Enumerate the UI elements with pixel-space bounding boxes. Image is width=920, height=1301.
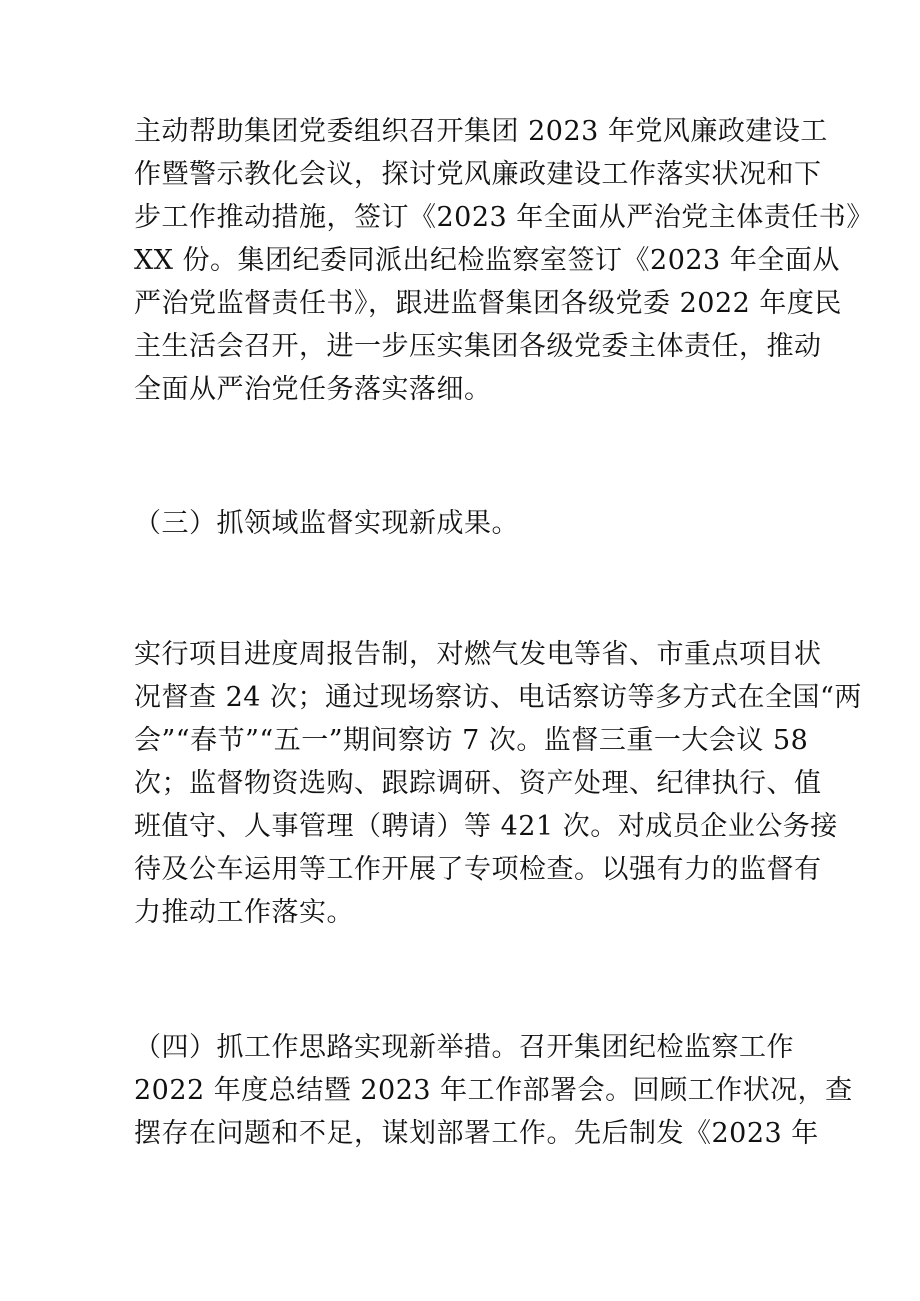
text-line: 全面从严治党任务落实落细。 bbox=[134, 374, 492, 405]
text-line: 主生活会召开，进一步压实集团各级党委主体责任，推动 bbox=[134, 331, 822, 362]
text-line: 况督查 24 次；通过现场察访、电话察访等多方式在全国“两 bbox=[134, 682, 862, 713]
text-line: 待及公车运用等工作开展了专项检查。以强有力的监督有 bbox=[134, 854, 822, 885]
text-line: 2022 年度总结暨 2023 年工作部署会。回顾工作状况，查 bbox=[134, 1075, 853, 1106]
text-line: 作暨警示教化会议，探讨党风廉政建设工作落实状况和下 bbox=[134, 159, 822, 190]
text-line: 主动帮助集团党委组织召开集团 2023 年党风廉政建设工 bbox=[134, 116, 828, 147]
text-line: 班值守、人事管理（聘请）等 421 次。对成员企业公务接 bbox=[134, 811, 838, 842]
text-line: 严治党监督责任书》，跟进监督集团各级党委 2022 年度民 bbox=[134, 288, 842, 319]
text-line: 步工作推动措施，签订《2023 年全面从严治党主体责任书》 bbox=[134, 202, 874, 233]
text-line: （四）抓工作思路实现新举措。召开集团纪检监察工作 bbox=[134, 1032, 794, 1063]
text-line: 力推动工作落实。 bbox=[134, 897, 354, 928]
text-line: 会”“春节”“五一”期间察访 7 次。监督三重一大会议 58 bbox=[134, 725, 809, 756]
heading-line: （三）抓领域监督实现新成果。 bbox=[134, 508, 519, 539]
text-line: XX 份。集团纪委同派出纪检监察室签订《2023 年全面从 bbox=[134, 245, 840, 276]
text-line: 摆存在问题和不足，谋划部署工作。先后制发《2023 年 bbox=[134, 1118, 819, 1149]
text-line: 实行项目进度周报告制，对燃气发电等省、市重点项目状 bbox=[134, 639, 822, 670]
text-line: 次；监督物资选购、跟踪调研、资产处理、纪律执行、值 bbox=[134, 768, 822, 799]
